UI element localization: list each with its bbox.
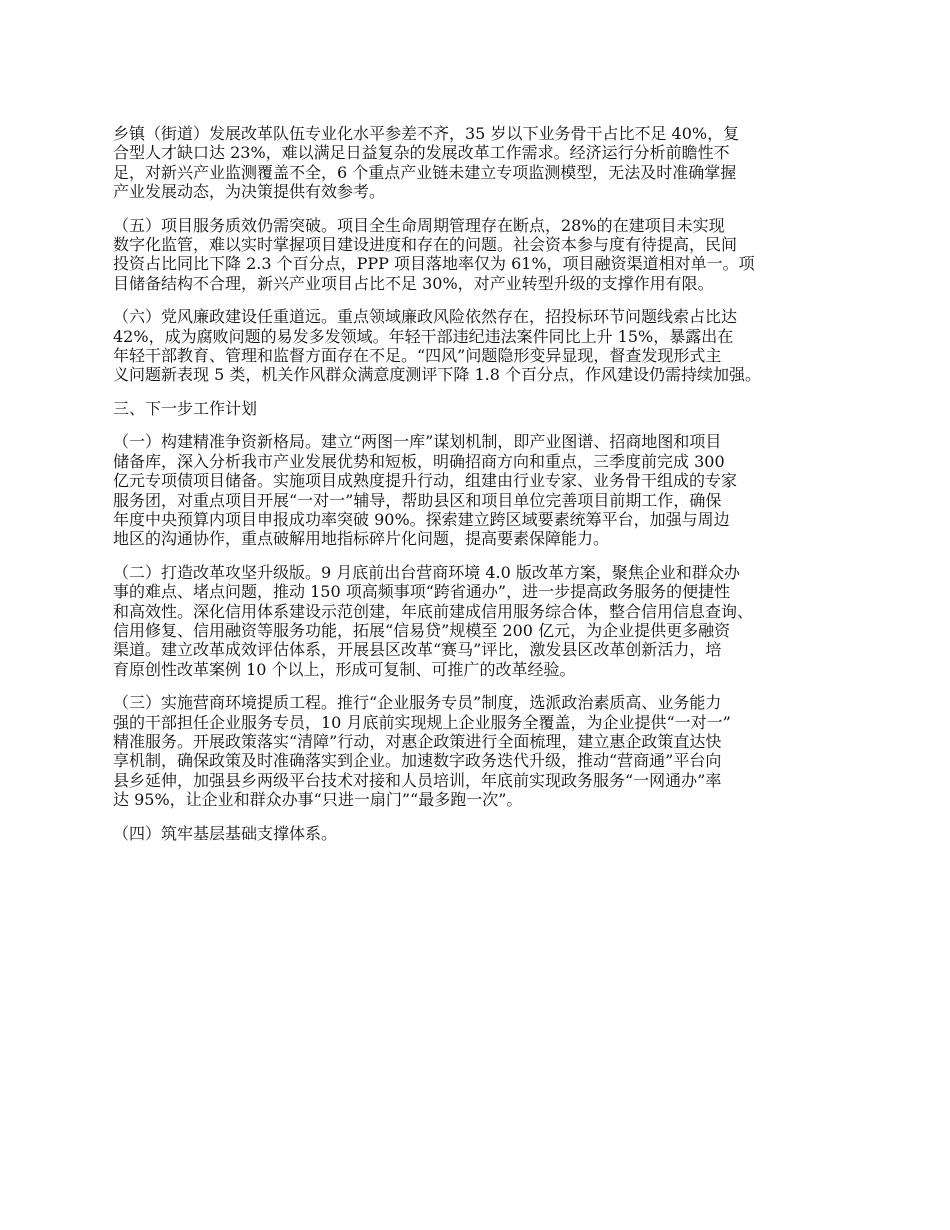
section-heading-text: 三、下一步工作计划 — [113, 398, 258, 418]
text-line: 年度中央预算内项目申报成功率突破 90%。探索建立跨区域要素统筹平台，加强与周边 — [113, 509, 730, 529]
text-line: （五）项目服务质效仍需突破。项目全生命周期管理存在断点，28%的在建项目未实现 — [113, 215, 725, 235]
text-line: 年轻干部教育、管理和监督方面存在不足。“四风”问题隐形变异显现，督查发现形式主 — [113, 346, 722, 366]
text-line: 事的难点、堵点问题，推动 150 项高频事项“跨省通办”，进一步提高政务服务的便捷性 — [113, 582, 731, 602]
text-line: 强的干部担任企业服务专员，10 月底前实现规上企业服务全覆盖，为企业提供“一对一” — [113, 712, 731, 732]
document-page — [113, 124, 848, 857]
text-line: 亿元专项债项目储备。实施项目成熟度提升行动，组建由行业专家、业务骨干组成的专家 — [113, 471, 738, 491]
text-line: （一）构建精准争资新格局。建立“两图一库”谋划机制，即产业图谱、招商地图和项目 — [113, 432, 722, 452]
text-line: 足，对新兴产业监测覆盖不全，6 个重点产业链未建立专项监测模型，无法及时准确掌握 — [113, 162, 737, 182]
text-line: （六）党风廉政建设任重道远。重点领域廉政风险依然存在，招投标环节问题线索占比达 — [113, 307, 738, 327]
text-line: （三）实施营商环境提质工程。推行“企业服务专员”制度，选派政治素质高、业务能力 — [113, 693, 722, 713]
paragraph-staffing — [113, 124, 848, 202]
text-line: 信用修复、信用融资等服务功能，拓展“信易贷”规模至 200 亿元，为企业提供更多融资 — [113, 620, 731, 640]
paragraph-integrity — [113, 307, 848, 385]
text-line: 服务团，对重点项目开展“一对一”辅导，帮助县区和项目单位完善项目前期工作，确保 — [113, 490, 722, 510]
text-line: 县乡延伸，加强县乡两级平台技术对接和人员培训，年底前实现政务服务“一网通办”率 — [113, 770, 722, 790]
text-line: 目储备结构不合理，新兴产业项目占比不足 30%，对产业转型升级的支撑作用有限。 — [113, 273, 714, 293]
text-line: 合型人才缺口达 23%，难以满足日益复杂的发展改革工作需求。经济运行分析前瞻性不 — [113, 143, 730, 163]
section-heading-next-steps — [113, 399, 848, 418]
paragraph-business-environment — [113, 693, 848, 809]
text-line: 享机制，确保政策及时准确落实到企业。加速数字政务迭代升级，推动“营商通”平台向 — [113, 751, 722, 771]
text-line: 储备库，深入分析我市产业发展优势和短板，明确招商方向和重点，三季度前完成 300 — [113, 451, 725, 471]
paragraph-funding — [113, 432, 848, 548]
text-line: 达 95%，让企业和群众办事“只进一扇门”“最多跑一次”。 — [113, 790, 523, 810]
text-line: 数字化监管，难以实时掌握项目建设进度和存在的问题。社会资本参与度有待提高，民间 — [113, 235, 738, 255]
text-line: 和高效性。深化信用体系建设示范创建，年底前建成信用服务综合体，整合信用信息查询、 — [113, 601, 754, 621]
paragraph-project-service — [113, 216, 848, 294]
text-line: 渠道。建立改革成效评估体系，开展县区改革“赛马”评比，激发县区改革创新活力，培 — [113, 640, 722, 660]
text-line: 地区的沟通协作，重点破解用地指标碎片化问题，提高要素保障能力。 — [113, 529, 610, 549]
text-line: （二）打造改革攻坚升级版。9 月底前出台营商环境 4.0 版改革方案，聚焦企业和群众办 — [113, 562, 740, 582]
text-line: 义问题新表现 5 类，机关作风群众满意度测评下降 1.8 个百分点，作风建设仍需持续加强。 — [113, 365, 761, 385]
paragraph-reform — [113, 563, 848, 679]
paragraph-grassroots — [113, 824, 848, 843]
text-line: （四）筑牢基层基础支撑体系。 — [113, 823, 338, 843]
text-line: 乡镇（街道）发展改革队伍专业化水平参差不齐，35 岁以下业务骨干占比不足 40%，复 — [113, 124, 740, 143]
text-line: 42%，成为腐败问题的易发多发领域。年轻干部违纪违法案件同比上升 15%，暴露出在 — [113, 326, 734, 346]
text-line: 精准服务。开展政策落实“清障”行动，对惠企政策进行全面梳理，建立惠企政策直达快 — [113, 731, 722, 751]
text-line: 投资占比同比下降 2.3 个百分点，PPP 项目落地率仅为 61%，项目融资渠道相对单一。项 — [113, 254, 755, 274]
text-line: 产业发展动态，为决策提供有效参考。 — [113, 182, 386, 202]
text-line: 育原创性改革案例 10 个以上，形成可复制、可推广的改革经验。 — [113, 659, 576, 679]
